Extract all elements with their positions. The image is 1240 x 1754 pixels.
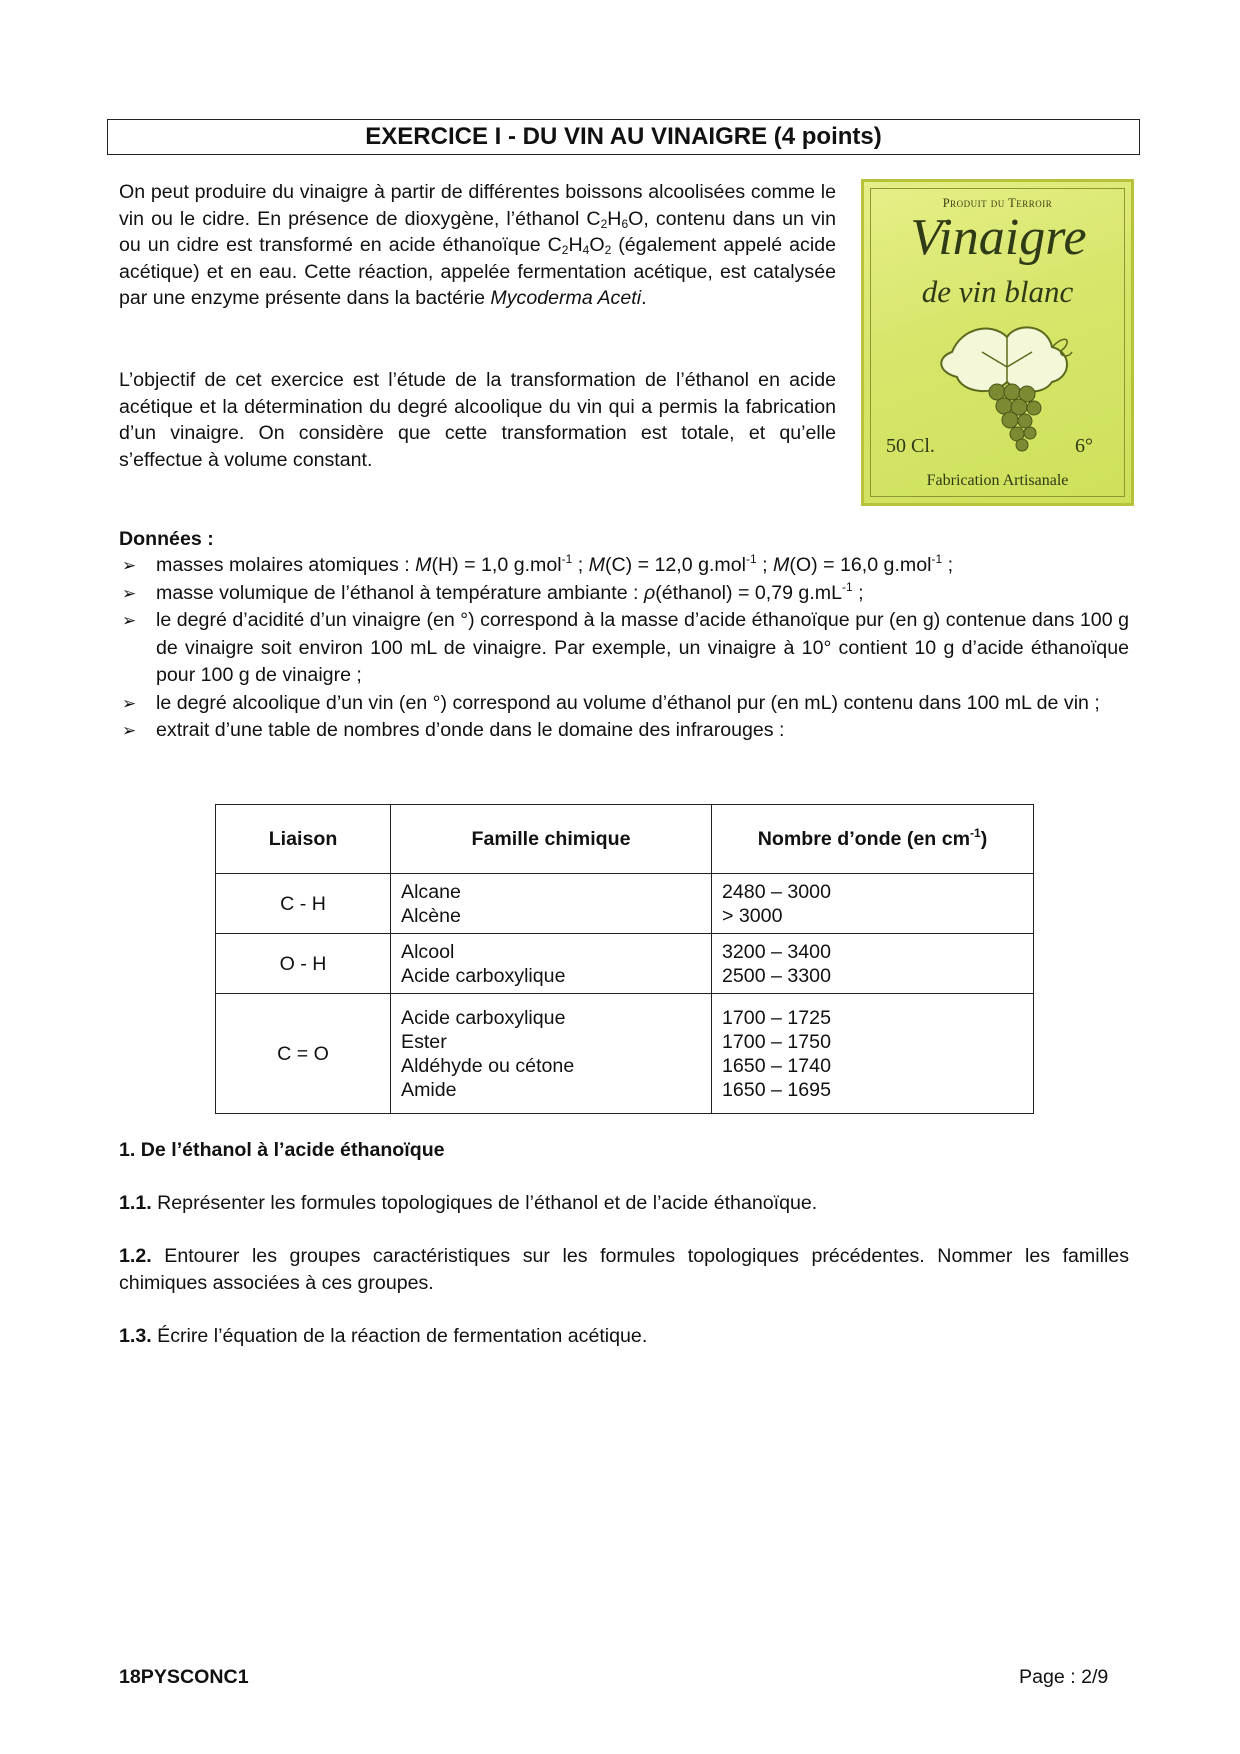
vinegar-label-image <box>861 179 1134 506</box>
data-item-ir-table-intro: ➢ extrait d’une table de nombres d’onde dans le domaine des infrarouges : <box>119 717 1129 745</box>
table-row <box>216 934 1034 994</box>
data-section-title: Données : <box>119 528 214 550</box>
cell-liaison: C = O <box>216 994 391 1114</box>
table-row <box>216 874 1034 934</box>
cell-famille: Alcane Alcène <box>391 874 712 934</box>
arrow-bullet-icon: ➢ <box>122 583 137 603</box>
subscript: 2 <box>600 216 608 231</box>
intro-text: O, contenu dans un vin ou un cidre est transformé en acide éthanoïque C <box>119 207 837 257</box>
grape-vine-icon <box>922 312 1082 452</box>
cell-nombre: 3200 – 3400 2500 – 3300 <box>712 934 1034 994</box>
label-degree: 6° <box>1075 435 1093 457</box>
footer-exam-code: 18PYSCONC1 <box>119 1666 249 1688</box>
intro-text: O <box>589 234 605 257</box>
arrow-bullet-icon: ➢ <box>122 611 137 630</box>
data-list <box>119 552 1129 745</box>
table-row <box>216 994 1034 1114</box>
question-1-2: 1.2. Entourer les groupes caractéristiques sur les formules topologiques précédentes. Nommer les familles chimiques associées à ces groupes. <box>119 1245 1129 1294</box>
header-famille: Famille chimique <box>391 805 712 874</box>
ir-wavenumber-table <box>215 804 1034 1114</box>
cell-famille: Alcool Acide carboxylique <box>391 934 712 994</box>
subscript: 6 <box>621 216 629 231</box>
data-item-acidity-degree: ➢ le degré d’acidité d’un vinaigre (en °) correspond à la masse d’acide éthanoïque pur (en g) contenue dans 100 g de vinaigre soit environ 100 mL de vinaigre. Par exemple, un vinaigre à 10° contient 10 g d’acide éthanoïque pour 100 g de vinaigre ; <box>122 609 1129 686</box>
header-nombre: Nombre d’onde (en $cm^{-1}$) <box>712 805 1034 874</box>
label-bottom-text: Fabrication Artisanale <box>926 472 1069 489</box>
subscript: 2 <box>604 243 612 258</box>
header-liaison: Liaison <box>216 805 391 874</box>
label-title: Vinaigre <box>910 209 1087 266</box>
bacteria-name: Mycoderma Aceti <box>490 287 642 310</box>
intro-text: H <box>568 234 583 257</box>
intro-paragraph-1 <box>119 179 836 312</box>
cell-famille: Acide carboxylique Ester Aldéhyde ou cétone Amide <box>391 994 712 1114</box>
exercise-title-text: EXERCICE I - DU VIN AU VINAIGRE (4 points) <box>365 123 882 150</box>
footer-page-number: Page : 2/9 <box>1019 1666 1109 1688</box>
table-header-row <box>216 805 1034 874</box>
subscript: 4 <box>582 243 590 258</box>
intro-paragraph-2: L’objectif de cet exercice est l’étude de la transformation de l’éthanol en acide acétique et la détermination du degré alcoolique du vin qui a permis la fabrication d’un vinaigre. On considère que cette transformation est totale, et qu’elle s’effectue à volume constant. <box>119 369 836 471</box>
cell-liaison: O - H <box>216 934 391 994</box>
exercise-title <box>107 119 1140 155</box>
intro-text: (également appelé acide acétique) et en eau. Cette réaction, appelée fermentation acétique, est catalysée par une enzyme présente dans la bactérie <box>119 234 836 310</box>
label-volume: 50 Cl. <box>886 435 935 457</box>
intro-text: . <box>641 287 647 310</box>
cell-nombre: 2480 – 3000 > 3000 <box>712 874 1034 934</box>
section-1-title: 1. De l’éthanol à l’acide éthanoïque <box>119 1139 445 1161</box>
question-1-3: 1.3. Écrire l’équation de la réaction de fermentation acétique. <box>119 1325 648 1347</box>
cell-nombre: 1700 – 1725 1700 – 1750 1650 – 1740 1650 – 1695 <box>712 994 1034 1114</box>
data-item-density: ➢ masse volumique de l’éthanol à température ambiante : ρ(éthanol) = 0,79 $g.mL^{-1}$ ; <box>119 580 1129 608</box>
data-item-molar-masses: ➢ masses molaires atomiques : M(H) = 1,0 g.mol$^{-1}$ ; M(C) = 12,0 g.mol$^{-1}$ ; M(O) = 16,0 g.mol$^{-1}$ ; <box>119 552 1129 580</box>
intro-text: H <box>607 207 622 230</box>
intro-text: On peut produire du vinaigre à partir de différentes boissons alcoolisées comme le vin ou le cidre. En présence de dioxygène, l’éthanol C <box>119 181 836 230</box>
arrow-bullet-icon: ➢ <box>122 693 137 713</box>
label-top-text: Produit du Terroir <box>942 196 1053 210</box>
data-item-alcohol-degree: ➢ le degré alcoolique d’un vin (en °) correspond au volume d’éthanol pur (en mL) contenu dans 100 mL de vin ; <box>119 690 1129 718</box>
cell-liaison: C - H <box>216 874 391 934</box>
label-subtitle: de vin blanc <box>921 274 1074 309</box>
arrow-bullet-icon: ➢ <box>122 721 137 740</box>
subscript: 2 <box>561 243 569 258</box>
arrow-bullet-icon: ➢ <box>122 556 137 575</box>
question-1-1: 1.1. Représenter les formules topologiques de l’éthanol et de l’acide éthanoïque. <box>119 1192 818 1214</box>
